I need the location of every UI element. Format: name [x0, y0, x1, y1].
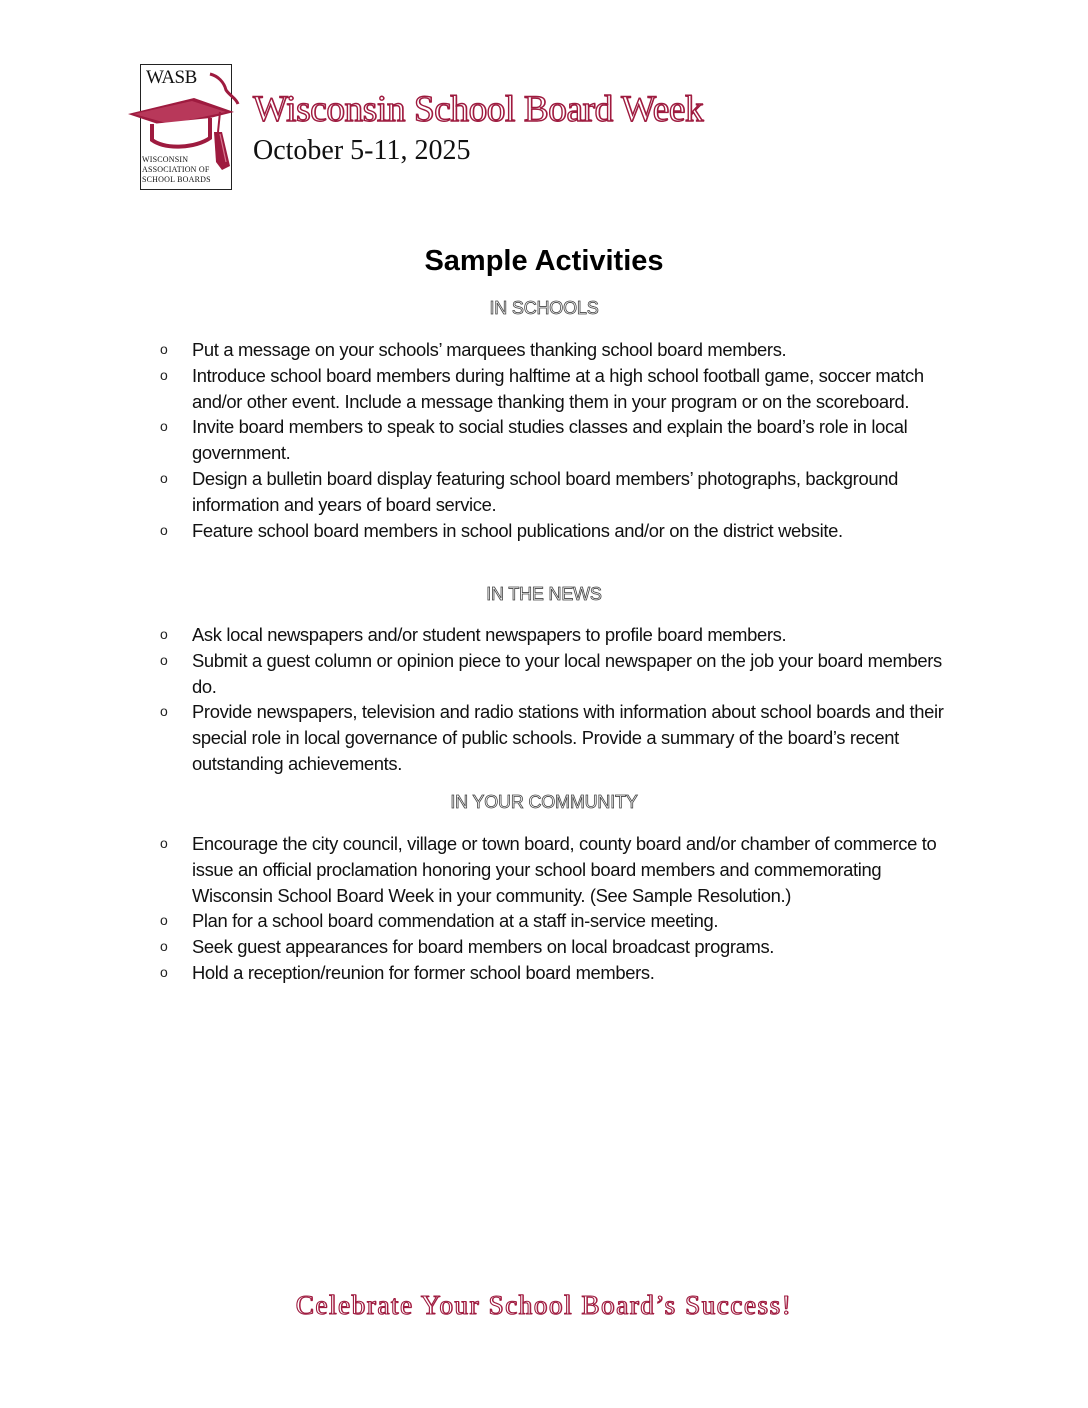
bullet-icon: o	[160, 341, 168, 357]
logo-caption-line: SCHOOL BOARDS	[142, 175, 211, 184]
list-item: o Invite board members to speak to social studies classes and explain the board’s role in local government.	[160, 416, 908, 464]
list-item: o Put a message on your schools’ marquees thanking school board members.	[160, 337, 960, 363]
list-item: o Encourage the city council, village or town board, county board and/or chamber of commerce to issue an official proclamation honoring your school board members and commemorating Wisconsin School Board Week in your community. (See Sample Resolution.)	[160, 833, 937, 906]
list-item: o Submit a guest column or opinion piece to your local newspaper on the job your board members do.	[160, 649, 942, 697]
page-title: Sample Activities	[424, 245, 664, 277]
logo-caption-line: ASSOCIATION OF	[142, 165, 210, 174]
logo-acronym: WASB	[146, 67, 197, 88]
list-item: o Ask local newspapers and/or student newspapers to profile board members.	[160, 622, 960, 648]
bullet-icon: o	[160, 469, 168, 486]
bullet-icon: o	[160, 651, 168, 668]
section-heading-in-the-news: IN THE NEWS	[486, 584, 602, 604]
list-item: o Hold a reception/reunion for former school board members.	[160, 960, 960, 986]
list-item: o Provide newspapers, television and radio stations with information about school boards and their special role in local governance of public schools. Provide a summary of the board’s recent outstanding achievements.	[160, 701, 944, 774]
bullet-icon: o	[160, 521, 168, 538]
wasb-logo	[126, 62, 244, 194]
list-item: o Seek guest appearances for board members on local broadcast programs.	[160, 934, 960, 960]
bullet-icon: o	[160, 703, 168, 720]
bullet-icon: o	[160, 366, 168, 383]
bullet-icon: o	[160, 938, 168, 955]
bullet-icon: o	[160, 835, 168, 851]
bullet-icon: o	[160, 963, 168, 980]
logo-caption-line: WISCONSIN	[142, 155, 189, 164]
section-heading-in-schools: IN SCHOOLS	[489, 298, 599, 318]
activity-list-in-your-community	[160, 831, 960, 986]
list-item: o Design a bulletin board display featuring school board members’ photographs, background information and years of board service.	[160, 467, 898, 515]
event-date: October 5-11, 2025	[253, 135, 471, 166]
section-heading-in-your-community: IN YOUR COMMUNITY	[450, 792, 638, 812]
logo-caption	[142, 155, 215, 185]
footer-tagline: Celebrate Your School Board’s Success!	[295, 1290, 793, 1320]
bullet-icon: o	[160, 626, 168, 642]
activity-list-in-schools	[160, 337, 960, 543]
list-item: o Feature school board members in school publications and/or on the district website.	[160, 518, 960, 544]
list-item: o Plan for a school board commendation at a staff in-service meeting.	[160, 908, 960, 934]
bullet-icon: o	[160, 418, 168, 435]
event-title: Wisconsin School Board Week	[253, 89, 704, 130]
list-item: o Introduce school board members during halftime at a high school football game, soccer match and/or other event. Include a message thanking them in your program or on the scoreboard.	[160, 364, 924, 412]
activity-list-in-the-news	[160, 622, 960, 777]
bullet-icon: o	[160, 912, 168, 929]
